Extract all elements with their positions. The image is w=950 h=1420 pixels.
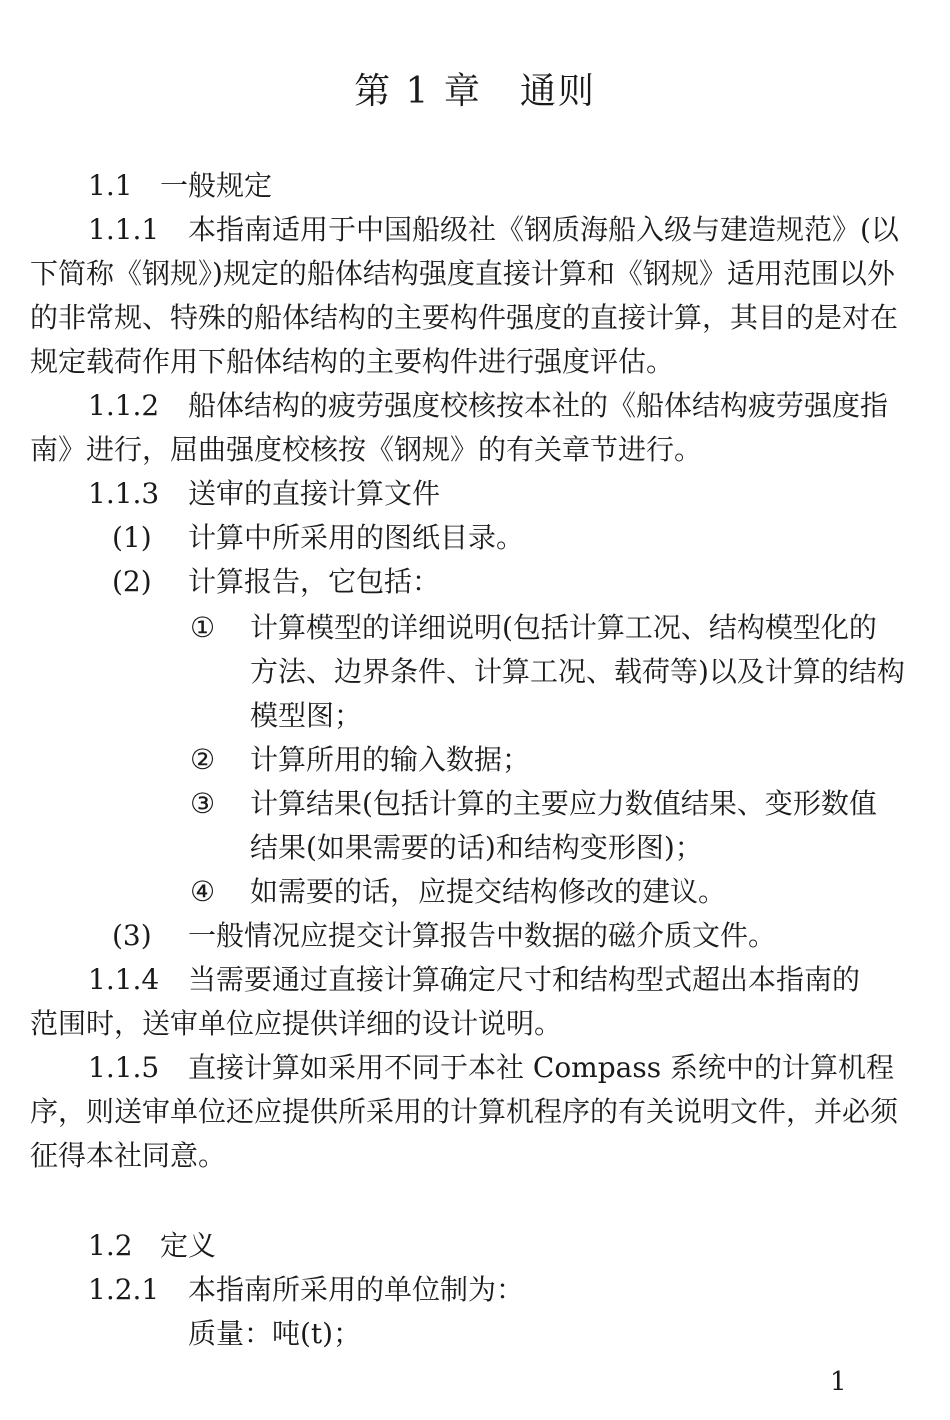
sub-list-item [190,870,726,914]
page-number: 1 [830,1367,847,1397]
item-marker: (3) [112,919,152,952]
item-marker: ④ [190,875,216,908]
item-text: 一般情况应提交计算报告中数据的磁介质文件。 [188,919,777,952]
section-heading-1-2 [88,1224,216,1268]
unit-mass-line: 质量：吨(t)； [188,1317,362,1350]
clause-1-1-3-heading [88,472,440,516]
sub-list-item [190,606,877,650]
clause-1-1-5-line-2: 序，则送审单位还应提供所采用的计算机程序的有关说明文件，并必须 [30,1095,899,1128]
clause-1-1-2-line-1 [88,384,888,428]
clause-1-1-2-line-2: 南》进行，屈曲强度校核按《钢规》的有关章节进行。 [30,433,703,466]
item-text: 计算报告，它包括： [188,565,441,598]
item-marker: (1) [112,521,152,554]
clause-1-1-1-line-2: 下简称《钢规》)规定的船体结构强度直接计算和《钢规》适用范围以外 [30,257,895,290]
clause-number: 1.1.5 [88,1051,160,1084]
sub-list-item [190,738,530,782]
clause-number: 1.1.3 [88,477,160,510]
item-text: 计算结果(包括计算的主要应力数值结果、变形数值 [250,787,877,820]
clause-1-1-1-line-1 [88,208,899,252]
list-item [112,516,524,560]
clause-text: 直接计算如采用不同于本社 Compass 系统中的计算机程 [188,1051,894,1084]
clause-1-1-4-line-1 [88,958,860,1002]
clause-number: 1.1.1 [88,213,160,246]
clause-1-1-5-line-3: 征得本社同意。 [30,1139,227,1172]
item-marker: ③ [190,787,216,820]
section-title: 一般规定 [160,169,273,202]
item-text: 计算模型的详细说明(包括计算工况、结构模型化的 [250,611,877,644]
clause-1-1-1-line-3: 的非常规、特殊的船体结构的主要构件强度的直接计算，其目的是对在 [30,301,899,334]
section-number: 1.1 [88,169,133,202]
item-marker: ② [190,743,216,776]
list-item [112,560,440,604]
sub-list-item-continuation: 模型图； [250,699,363,732]
clause-number: 1.2.1 [88,1273,160,1306]
sub-list-item-continuation: 结果(如果需要的话)和结构变形图)； [250,831,703,864]
clause-text: 船体结构的疲劳强度校核按本社的《船体结构疲劳强度指 [188,389,889,422]
list-item [112,914,776,958]
sub-list-item [190,782,877,826]
item-marker: (2) [112,565,152,598]
item-marker: ① [190,611,216,644]
section-title: 定义 [160,1229,217,1262]
sub-list-item-continuation: 方法、边界条件、计算工况、载荷等)以及计算的结构 [250,655,905,688]
item-text: 如需要的话，应提交结构修改的建议。 [250,875,727,908]
item-text: 计算中所采用的图纸目录。 [188,521,525,554]
clause-1-1-5-line-1 [88,1046,894,1090]
section-heading-1-1 [88,164,272,208]
item-text: 计算所用的输入数据； [250,743,531,776]
section-number: 1.2 [88,1229,133,1262]
chapter-title: 第 1 章 通则 [354,71,596,112]
clause-1-1-4-line-2: 范围时，送审单位应提供详细的设计说明。 [30,1007,563,1040]
clause-text: 本指南适用于中国船级社《钢质海船入级与建造规范》(以 [188,213,899,246]
clause-text: 当需要通过直接计算确定尺寸和结构型式超出本指南的 [188,963,861,996]
clause-1-1-1-line-4: 规定载荷作用下船体结构的主要构件进行强度评估。 [30,345,675,378]
clause-number: 1.1.2 [88,389,160,422]
clause-1-2-1-line-1 [88,1268,524,1312]
clause-title: 送审的直接计算文件 [188,477,441,510]
clause-text: 本指南所采用的单位制为： [188,1273,525,1306]
clause-number: 1.1.4 [88,963,160,996]
